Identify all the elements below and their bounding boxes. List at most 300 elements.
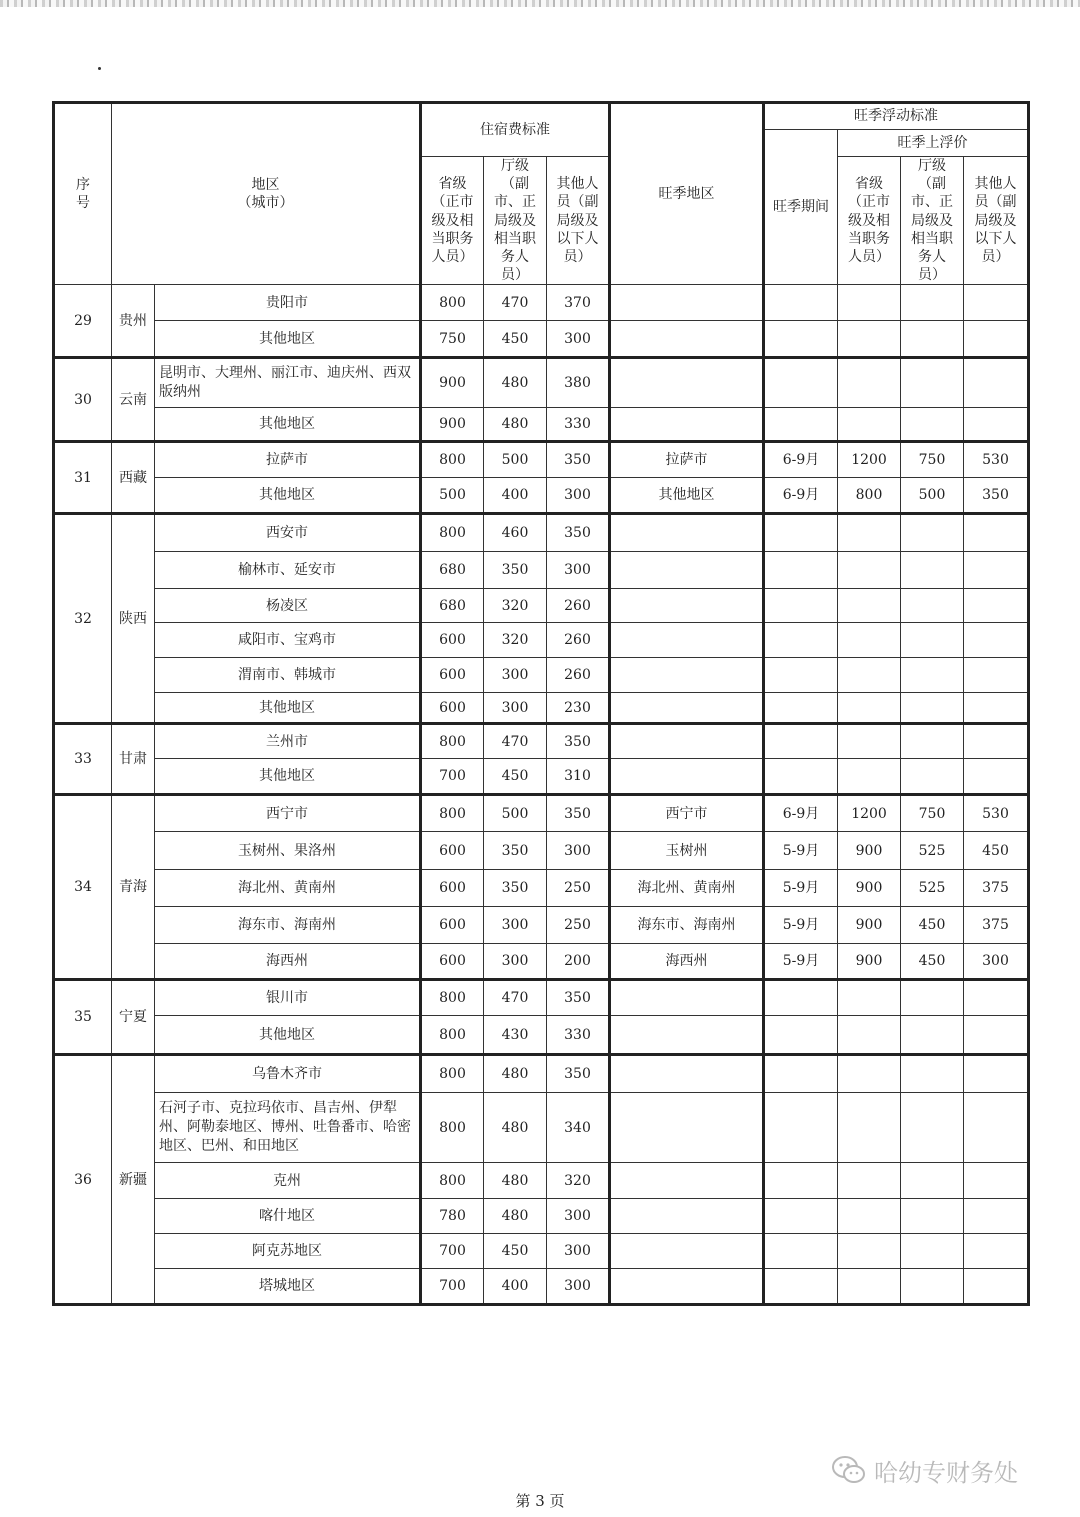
table-row [54,870,1029,907]
scan-edge [0,0,1080,7]
rate-dept-level: 450 [484,321,547,358]
peak-rate-other-staff [964,1016,1029,1055]
province-number: 34 [54,795,112,980]
province-number: 36 [54,1055,112,1305]
peak-period [764,321,838,358]
rate-other-staff: 350 [547,724,610,759]
rate-province-level: 700 [421,1269,484,1305]
peak-rate-dept-level: 750 [901,442,964,478]
rate-dept-level: 300 [484,658,547,693]
rate-other-staff: 250 [547,870,610,907]
province-number: 30 [54,358,112,442]
peak-rate-other-staff [964,693,1029,724]
peak-area: 海西州 [610,944,764,980]
peak-rate-province-level [838,623,901,658]
peak-rate-dept-level [901,1269,964,1305]
table-row [54,1269,1029,1305]
peak-area [610,514,764,552]
table-row [54,623,1029,658]
peak-rate-other-staff [964,514,1029,552]
peak-rate-province-level: 900 [838,870,901,907]
peak-area [610,589,764,623]
rate-other-staff: 350 [547,1055,610,1093]
city-name: 银川市 [155,980,421,1016]
peak-rate-dept-level: 525 [901,832,964,870]
rate-dept-level: 300 [484,907,547,944]
header-prov-level: 省级（正市级及相当职务人员） [421,157,484,285]
province-name: 云南 [112,358,155,442]
rate-dept-level: 480 [484,358,547,408]
peak-area [610,1234,764,1269]
peak-area: 拉萨市 [610,442,764,478]
peak-rate-dept-level [901,358,964,408]
rate-dept-level: 500 [484,442,547,478]
rate-province-level: 800 [421,1163,484,1199]
peak-area [610,321,764,358]
peak-area: 玉树州 [610,832,764,870]
rate-other-staff: 300 [547,478,610,514]
peak-rate-province-level [838,1199,901,1234]
rate-dept-level: 480 [484,1163,547,1199]
peak-rate-other-staff [964,759,1029,795]
header-peak-other-staff: 其他人员（副局级及以下人员） [964,157,1029,285]
city-name: 喀什地区 [155,1199,421,1234]
peak-period [764,623,838,658]
rate-dept-level: 350 [484,870,547,907]
peak-rate-dept-level [901,589,964,623]
table-row [54,1093,1029,1163]
city-name: 其他地区 [155,693,421,724]
peak-area [610,759,764,795]
table-row [54,285,1029,321]
peak-rate-other-staff [964,589,1029,623]
province-number: 32 [54,514,112,724]
peak-period [764,1055,838,1093]
province-number: 29 [54,285,112,358]
peak-rate-dept-level [901,514,964,552]
table-row [54,1016,1029,1055]
peak-rate-other-staff: 350 [964,478,1029,514]
city-name: 西安市 [155,514,421,552]
rate-province-level: 600 [421,658,484,693]
peak-rate-dept-level [901,1093,964,1163]
rate-dept-level: 450 [484,759,547,795]
table-row [54,358,1029,408]
header-lodging-group: 住宿费标准 [421,103,610,157]
rate-province-level: 680 [421,589,484,623]
peak-period [764,980,838,1016]
peak-rate-province-level [838,1016,901,1055]
rate-dept-level: 470 [484,980,547,1016]
table-row [54,658,1029,693]
city-name: 阿克苏地区 [155,1234,421,1269]
city-name: 海东市、海南州 [155,907,421,944]
rate-province-level: 600 [421,832,484,870]
city-name: 兰州市 [155,724,421,759]
rate-dept-level: 400 [484,1269,547,1305]
city-name: 海西州 [155,944,421,980]
peak-area [610,693,764,724]
table-row [54,514,1029,552]
peak-rate-province-level [838,658,901,693]
table-row [54,552,1029,589]
rate-other-staff: 320 [547,1163,610,1199]
peak-rate-dept-level [901,658,964,693]
rate-dept-level: 450 [484,1234,547,1269]
table-row [54,589,1029,623]
peak-rate-other-staff [964,358,1029,408]
peak-period [764,514,838,552]
peak-rate-province-level [838,358,901,408]
province-name: 甘肃 [112,724,155,795]
rate-other-staff: 300 [547,1199,610,1234]
peak-area [610,285,764,321]
peak-area [610,658,764,693]
scan-speck [98,67,101,70]
peak-rate-other-staff [964,724,1029,759]
peak-rate-dept-level [901,285,964,321]
peak-rate-dept-level [901,980,964,1016]
peak-rate-dept-level [901,759,964,795]
city-name: 其他地区 [155,759,421,795]
peak-rate-dept-level: 500 [901,478,964,514]
rate-dept-level: 350 [484,832,547,870]
peak-area [610,358,764,408]
peak-rate-dept-level [901,623,964,658]
rate-other-staff: 370 [547,285,610,321]
rate-other-staff: 260 [547,589,610,623]
peak-rate-other-staff [964,285,1029,321]
header-dept-level: 厅级（副市、正局级及相当职务人员） [484,157,547,285]
city-name: 克州 [155,1163,421,1199]
rate-province-level: 700 [421,759,484,795]
peak-rate-other-staff [964,552,1029,589]
peak-rate-other-staff [964,658,1029,693]
header-other-staff: 其他人员（副局级及以下人员） [547,157,610,285]
peak-rate-dept-level [901,1199,964,1234]
table-row [54,1055,1029,1093]
rate-other-staff: 330 [547,1016,610,1055]
peak-rate-dept-level [901,1055,964,1093]
peak-period [764,408,838,442]
rate-dept-level: 430 [484,1016,547,1055]
peak-rate-other-staff [964,1269,1029,1305]
peak-period [764,658,838,693]
rate-province-level: 800 [421,514,484,552]
peak-area [610,1269,764,1305]
city-name: 玉树州、果洛州 [155,832,421,870]
rate-province-level: 600 [421,944,484,980]
rate-province-level: 800 [421,442,484,478]
rate-dept-level: 320 [484,623,547,658]
peak-rate-dept-level [901,1163,964,1199]
peak-rate-other-staff [964,1163,1029,1199]
city-name: 西宁市 [155,795,421,832]
province-number: 35 [54,980,112,1055]
province-name: 陕西 [112,514,155,724]
peak-rate-dept-level: 450 [901,907,964,944]
peak-rate-dept-level [901,724,964,759]
rate-dept-level: 320 [484,589,547,623]
rate-dept-level: 480 [484,408,547,442]
peak-rate-province-level [838,980,901,1016]
peak-period: 6-9月 [764,442,838,478]
rate-dept-level: 350 [484,552,547,589]
lodging-fee-table [52,101,1030,1306]
rate-dept-level: 480 [484,1199,547,1234]
peak-rate-other-staff [964,980,1029,1016]
peak-period [764,759,838,795]
city-name: 拉萨市 [155,442,421,478]
rate-province-level: 750 [421,321,484,358]
peak-rate-dept-level [901,321,964,358]
rate-province-level: 600 [421,907,484,944]
peak-rate-province-level [838,1055,901,1093]
peak-area [610,724,764,759]
peak-rate-other-staff: 530 [964,795,1029,832]
table-row [54,944,1029,980]
header-area-line2: （城市） [237,195,294,212]
rate-province-level: 800 [421,1055,484,1093]
peak-area: 海东市、海南州 [610,907,764,944]
peak-area [610,408,764,442]
province-number: 33 [54,724,112,795]
peak-area [610,1199,764,1234]
peak-rate-other-staff: 375 [964,870,1029,907]
city-name: 其他地区 [155,408,421,442]
rate-province-level: 600 [421,623,484,658]
peak-rate-other-staff: 450 [964,832,1029,870]
table-row [54,1199,1029,1234]
table-row [54,1163,1029,1199]
peak-area: 西宁市 [610,795,764,832]
rate-dept-level: 300 [484,693,547,724]
peak-rate-province-level: 1200 [838,442,901,478]
rate-province-level: 600 [421,693,484,724]
peak-rate-province-level: 1200 [838,795,901,832]
peak-area [610,1016,764,1055]
city-name: 贵阳市 [155,285,421,321]
peak-rate-province-level: 900 [838,832,901,870]
peak-period [764,1199,838,1234]
peak-rate-other-staff [964,1093,1029,1163]
peak-period: 5-9月 [764,870,838,907]
peak-period [764,1234,838,1269]
rate-other-staff: 250 [547,907,610,944]
city-name: 石河子市、克拉玛依市、昌吉州、伊犁州、阿勒泰地区、博州、吐鲁番市、哈密地区、巴州、和田地区 [155,1093,421,1163]
peak-area [610,1093,764,1163]
province-name: 宁夏 [112,980,155,1055]
rate-province-level: 800 [421,285,484,321]
peak-rate-province-level [838,408,901,442]
header-peak-group: 旺季浮动标准 [764,103,1029,130]
peak-rate-province-level [838,285,901,321]
header-no: 序号 [54,103,112,285]
peak-rate-dept-level: 750 [901,795,964,832]
peak-rate-dept-level [901,1234,964,1269]
rate-dept-level: 400 [484,478,547,514]
table-body [54,285,1029,1305]
rate-dept-level: 480 [484,1055,547,1093]
table-row [54,408,1029,442]
peak-area: 海北州、黄南州 [610,870,764,907]
peak-rate-dept-level: 450 [901,944,964,980]
peak-rate-province-level [838,1269,901,1305]
header-peak-price-group: 旺季上浮价 [838,130,1029,157]
peak-period: 6-9月 [764,478,838,514]
rate-other-staff: 300 [547,1269,610,1305]
table-row [54,724,1029,759]
rate-province-level: 780 [421,1199,484,1234]
peak-period [764,1016,838,1055]
peak-period [764,285,838,321]
peak-period: 5-9月 [764,907,838,944]
rate-other-staff: 350 [547,980,610,1016]
table-row [54,980,1029,1016]
city-name: 渭南市、韩城市 [155,658,421,693]
header-peak-dept-level: 厅级（副市、正局级及相当职务人员） [901,157,964,285]
rate-other-staff: 300 [547,832,610,870]
rate-other-staff: 230 [547,693,610,724]
rate-province-level: 800 [421,1093,484,1163]
rate-province-level: 800 [421,724,484,759]
city-name: 榆林市、延安市 [155,552,421,589]
wechat-icon [832,1455,866,1485]
table-row [54,478,1029,514]
peak-period [764,589,838,623]
peak-rate-province-level [838,589,901,623]
peak-rate-province-level [838,514,901,552]
rate-province-level: 800 [421,1016,484,1055]
rate-other-staff: 260 [547,623,610,658]
peak-period [764,693,838,724]
rate-other-staff: 310 [547,759,610,795]
peak-rate-province-level [838,1163,901,1199]
peak-rate-province-level [838,321,901,358]
header-area [112,103,421,285]
peak-rate-other-staff [964,1055,1029,1093]
table-row [54,832,1029,870]
city-name: 塔城地区 [155,1269,421,1305]
peak-rate-province-level [838,1093,901,1163]
rate-other-staff: 380 [547,358,610,408]
peak-area [610,623,764,658]
watermark [832,1452,1018,1488]
header-area-line1: 地区 [251,176,280,193]
rate-province-level: 800 [421,795,484,832]
province-name: 青海 [112,795,155,980]
peak-period [764,1163,838,1199]
peak-rate-province-level [838,724,901,759]
rate-other-staff: 260 [547,658,610,693]
city-name: 海北州、黄南州 [155,870,421,907]
peak-rate-other-staff [964,1199,1029,1234]
table-row [54,321,1029,358]
peak-rate-dept-level [901,693,964,724]
header-peak-area: 旺季地区 [610,103,764,285]
peak-area [610,1055,764,1093]
rate-dept-level: 500 [484,795,547,832]
peak-rate-other-staff [964,408,1029,442]
page-number: 第 3 页 [515,1492,565,1510]
rate-province-level: 800 [421,980,484,1016]
rate-dept-level: 470 [484,724,547,759]
watermark-text: 哈幼专财务处 [874,1458,1018,1487]
rate-other-staff: 350 [547,442,610,478]
peak-area [610,1163,764,1199]
province-name: 贵州 [112,285,155,358]
peak-rate-province-level: 800 [838,478,901,514]
rate-dept-level: 470 [484,285,547,321]
peak-rate-other-staff: 530 [964,442,1029,478]
peak-area: 其他地区 [610,478,764,514]
rate-dept-level: 300 [484,944,547,980]
rate-other-staff: 340 [547,1093,610,1163]
rate-other-staff: 330 [547,408,610,442]
province-name: 西藏 [112,442,155,514]
peak-period [764,1093,838,1163]
peak-rate-dept-level [901,1016,964,1055]
city-name: 乌鲁木齐市 [155,1055,421,1093]
peak-period [764,552,838,589]
rate-other-staff: 300 [547,1234,610,1269]
city-name: 其他地区 [155,1016,421,1055]
city-name: 咸阳市、宝鸡市 [155,623,421,658]
rate-province-level: 900 [421,408,484,442]
rate-other-staff: 200 [547,944,610,980]
peak-rate-dept-level [901,552,964,589]
table-row [54,907,1029,944]
rate-dept-level: 480 [484,1093,547,1163]
header-peak-period: 旺季期间 [764,130,838,285]
peak-rate-other-staff [964,623,1029,658]
peak-rate-other-staff [964,321,1029,358]
peak-rate-province-level [838,693,901,724]
header-peak-prov-level: 省级（正市级及相当职务人员） [838,157,901,285]
peak-area [610,980,764,1016]
peak-rate-province-level: 900 [838,907,901,944]
rate-other-staff: 350 [547,514,610,552]
table-row [54,1234,1029,1269]
city-name: 杨凌区 [155,589,421,623]
rate-province-level: 500 [421,478,484,514]
rate-other-staff: 350 [547,795,610,832]
peak-rate-province-level [838,759,901,795]
peak-area [610,552,764,589]
rate-other-staff: 300 [547,552,610,589]
table-row [54,442,1029,478]
peak-rate-dept-level [901,408,964,442]
peak-rate-dept-level: 525 [901,870,964,907]
city-name: 昆明市、大理州、丽江市、迪庆州、西双版纳州 [155,358,421,408]
rate-province-level: 680 [421,552,484,589]
table-row [54,759,1029,795]
peak-period [764,1269,838,1305]
province-name: 新疆 [112,1055,155,1305]
province-number: 31 [54,442,112,514]
city-name: 其他地区 [155,478,421,514]
rate-province-level: 900 [421,358,484,408]
peak-rate-province-level [838,1234,901,1269]
rate-other-staff: 300 [547,321,610,358]
table-row [54,795,1029,832]
rate-province-level: 600 [421,870,484,907]
peak-rate-other-staff: 300 [964,944,1029,980]
peak-period [764,724,838,759]
rate-dept-level: 460 [484,514,547,552]
peak-period: 6-9月 [764,795,838,832]
peak-period: 5-9月 [764,944,838,980]
